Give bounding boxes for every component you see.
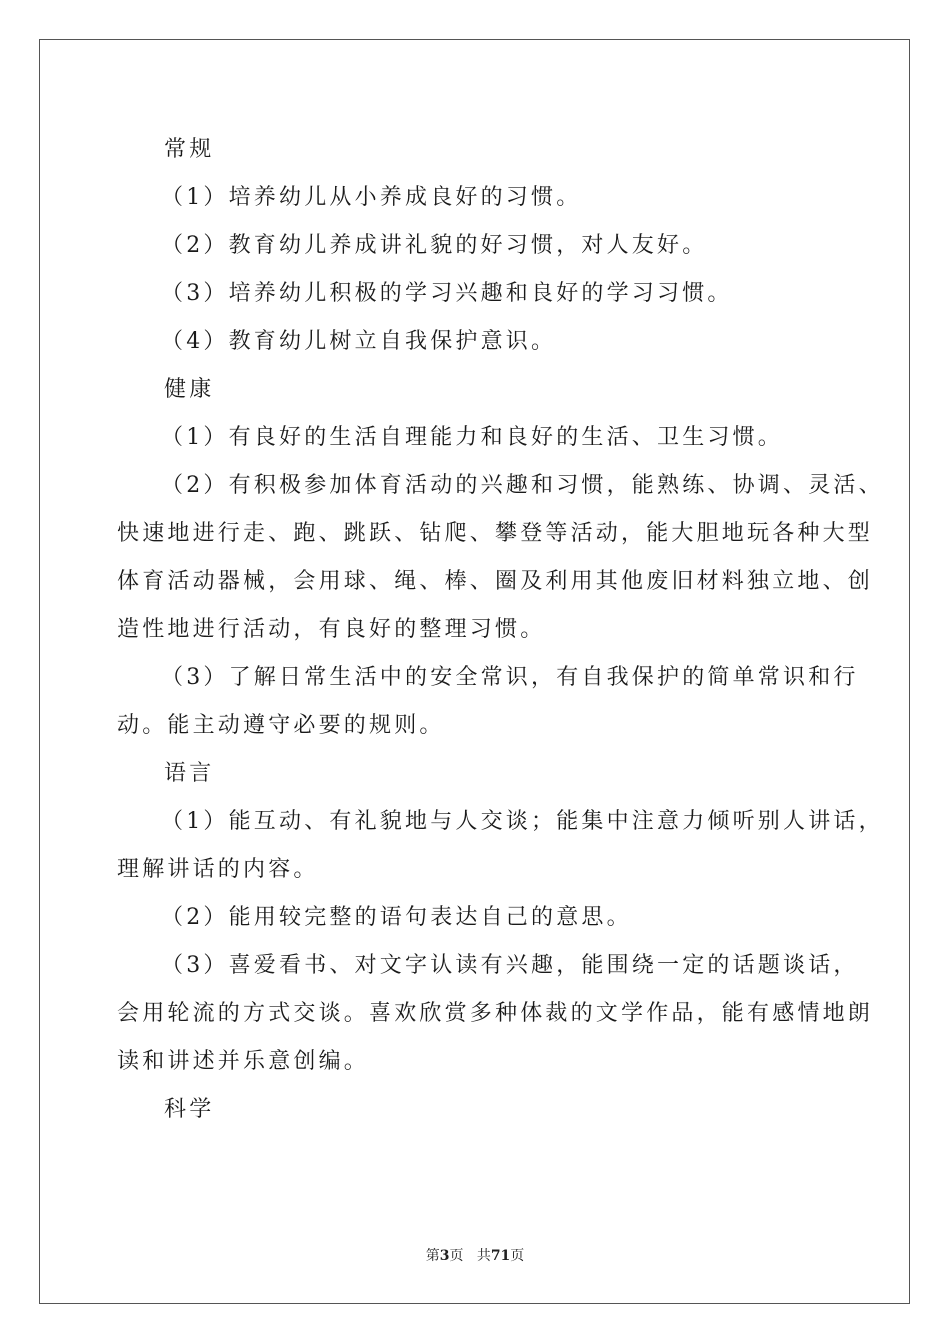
section-heading: 常规 — [164, 137, 215, 162]
footer-total-prefix: 共 — [476, 1248, 491, 1264]
section-heading: 健康 — [164, 377, 215, 402]
text-line: 造性地进行活动，有良好的整理习惯。 — [117, 617, 546, 642]
text-line: （1）培养幼儿从小养成良好的习惯。 — [161, 185, 582, 210]
text-line: （3）培养幼儿积极的学习兴趣和良好的学习习惯。 — [161, 281, 733, 306]
footer-total-pages: 71 — [490, 1248, 511, 1264]
text-line: 理解讲话的内容。 — [117, 857, 319, 882]
footer-page-suffix: 页 — [449, 1248, 464, 1264]
text-line: 动。能主动遵守必要的规则。 — [117, 713, 445, 738]
document-body — [117, 126, 884, 1134]
text-line: （2）教育幼儿养成讲礼貌的好习惯，对人友好。 — [161, 233, 708, 258]
section-heading: 语言 — [164, 761, 215, 786]
page-footer — [0, 1246, 950, 1266]
footer-page-number: 3 — [439, 1248, 450, 1264]
text-line: 读和讲述并乐意创编。 — [117, 1049, 370, 1074]
text-line: 快速地进行走、跑、跳跃、钻爬、攀登等活动，能大胆地玩各种大型 — [117, 521, 874, 546]
text-line: （1）能互动、有礼貌地与人交谈；能集中注意力倾听别人讲话， — [161, 809, 884, 834]
text-line: 体育活动器械，会用球、绳、棒、圈及利用其他废旧材料独立地、创 — [117, 569, 874, 594]
text-line: （4）教育幼儿树立自我保护意识。 — [161, 329, 557, 354]
text-line: 会用轮流的方式交谈。喜欢欣赏多种体裁的文学作品，能有感情地朗 — [117, 1001, 874, 1026]
text-line: （1）有良好的生活自理能力和良好的生活、卫生习惯。 — [161, 425, 783, 450]
text-line: （3）了解日常生活中的安全常识，有自我保护的简单常识和行 — [161, 665, 859, 690]
text-line: （2）有积极参加体育活动的兴趣和习惯，能熟练、协调、灵活、 — [161, 473, 884, 498]
footer-total-suffix: 页 — [510, 1248, 525, 1264]
text-line: （3）喜爱看书、对文字认读有兴趣，能围绕一定的话题谈话， — [161, 953, 859, 978]
footer-page-prefix: 第 — [425, 1248, 440, 1264]
section-heading: 科学 — [164, 1097, 215, 1122]
text-line: （2）能用较完整的语句表达自己的意思。 — [161, 905, 632, 930]
